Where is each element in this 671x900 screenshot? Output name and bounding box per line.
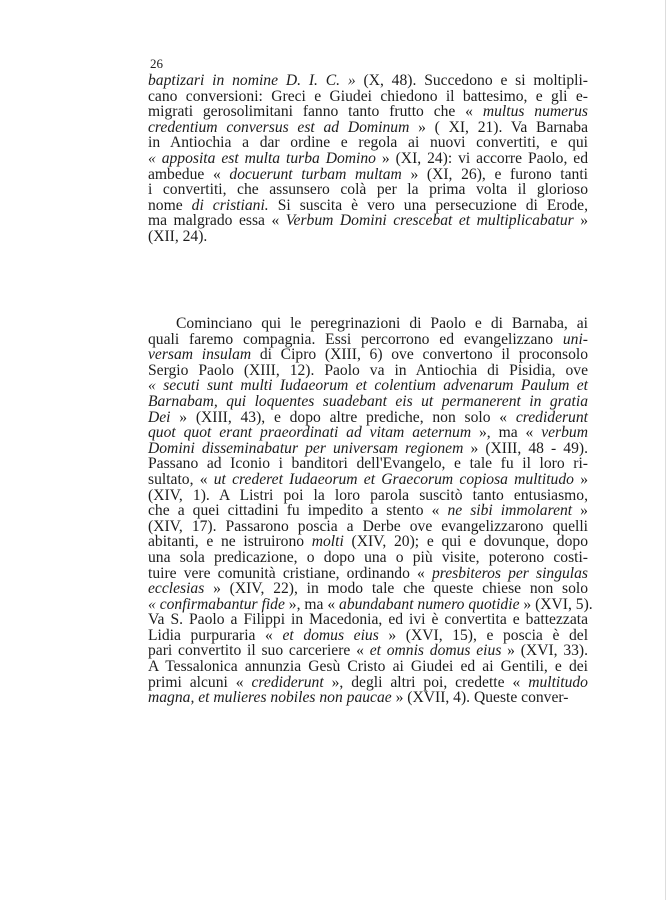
italic-quote: quot quot erant praeordinati ad vitam aeternum — [148, 424, 472, 442]
text-line — [148, 179, 588, 199]
text-span: », ma « — [284, 595, 340, 613]
text-line — [148, 609, 588, 629]
text-line — [148, 672, 588, 691]
italic-quote: di cristiani. — [191, 196, 269, 214]
paragraph-1 — [148, 70, 589, 245]
text-span: » (XI, 24): vi accorre Paolo, ed — [375, 149, 588, 167]
scan-edge — [665, 0, 666, 900]
text-line — [148, 148, 588, 167]
italic-quote: magna, et mulieres nobiles non paucae — [148, 689, 392, 707]
text-line — [148, 625, 589, 644]
italic-quote: uni- — [562, 330, 588, 348]
italic-quote: verbum — [541, 424, 588, 442]
text-span: Si suscita è vero una persecuzione di Erode, — [268, 196, 588, 214]
italic-quote: Barnabam, qui loquentes suadebant eis ut permanerent in gratia — [148, 392, 588, 410]
text-span: » (XVII, 4). Queste conver- — [391, 689, 569, 707]
text-span: abitanti, e ne istruirono — [148, 533, 312, 551]
text-span: » (XIV, 22), in modo tale che queste chiese non solo — [204, 580, 588, 598]
text-line — [148, 164, 588, 183]
text-span: Lidia purpuraria « — [148, 626, 283, 644]
text-span: » — [573, 470, 588, 488]
italic-quote: crediderunt — [515, 408, 588, 426]
text-line — [148, 640, 589, 660]
text-line — [148, 656, 588, 676]
text-line — [148, 70, 588, 89]
text-span: cano conversioni: Greci e Giudei chiedono il battesimo, e gli e- — [148, 87, 588, 105]
italic-quote: Dei — [148, 408, 171, 426]
italic-quote: versam insulam — [148, 346, 252, 364]
text-line — [148, 313, 588, 332]
text-line — [148, 500, 588, 520]
text-line — [148, 469, 588, 488]
text-span: nome — [148, 196, 192, 214]
text-line — [148, 344, 588, 364]
text-line — [148, 360, 588, 379]
text-span: A Tessalonica annunzia Gesù Cristo ai Giudei ed ai Gentili, e dei — [148, 658, 588, 676]
italic-quote: Verbum Domini crescebat et multiplicabatur — [285, 212, 574, 230]
text-span: » ( XI, 21). Va Barnaba — [409, 118, 589, 136]
text-span: » — [572, 502, 588, 520]
italic-quote: abundabant numero quotidie — [339, 595, 520, 613]
italic-quote: presbiteros per singulas — [431, 564, 588, 582]
text-span: ma malgrado essa « — [148, 212, 286, 230]
italic-quote: multitudo — [528, 673, 588, 691]
text-span: in Antiochia a dar ordine e regola ai nuovi convertiti, e qui — [148, 134, 588, 152]
text-span: Sergio Paolo (XIII, 12). Paolo va in Antiochia di Pisidia, ove — [148, 361, 588, 379]
text-span: di Cipro (XIII, 6) ove convertono il proconsolo — [251, 346, 588, 364]
italic-quote: credentium conversus est ad Dominum — [148, 118, 410, 136]
italic-quote: et omnis domus eius — [369, 642, 502, 660]
text-span: » (XVI, 15), e poscia è del — [378, 626, 589, 644]
italic-quote: ecclesias — [148, 580, 205, 598]
italic-quote: molti — [311, 533, 344, 551]
text-line — [148, 422, 588, 442]
text-line — [148, 687, 588, 707]
text-span: » (XIII, 43), e dopo altre prediche, non solo « — [170, 408, 516, 426]
text-line — [148, 438, 588, 457]
italic-quote: et domus eius — [282, 626, 379, 644]
text-span: i convertiti, che assunsero colà per la prima volta il glorioso — [148, 181, 588, 199]
text-line — [148, 329, 588, 348]
text-span: tuire vere comunità cristiane, ordinando « — [148, 564, 432, 582]
text-line — [148, 391, 588, 410]
text-span: (XIV, 17). Passarono poscia a Derbe ove evangelizzarono quelli — [148, 517, 588, 535]
text-line — [148, 132, 588, 152]
text-span: (X, 48). Succedono e si moltipli- — [363, 72, 588, 89]
text-line — [148, 453, 588, 473]
italic-quote: « secuti sunt multi Iudaeorum et colentium advenarum Paulum et — [148, 377, 588, 395]
text-span: pari convertito il suo carceriere « — [148, 642, 370, 660]
italic-quote: Domini disseminabatur per universam regionem — [148, 439, 464, 457]
text-span: primi alcuni « — [148, 673, 252, 691]
text-span: migrati gerosolimitani fanno tanto frutto che « — [148, 103, 483, 121]
text-line — [148, 86, 588, 105]
text-span: », ma « — [471, 424, 542, 442]
text-span: una sola predicazione, o dopo una o più visite, poterono costi- — [148, 548, 588, 566]
italic-quote: baptizari in nomine D. I. C. » — [148, 72, 364, 89]
italic-quote: crediderunt — [251, 673, 324, 691]
text-line — [148, 516, 588, 535]
italic-quote: multus numerus — [482, 103, 588, 121]
text-span: » — [573, 212, 588, 230]
italic-quote: ut crederet Iudaeorum et Graecorum copiosa multitudo — [213, 470, 574, 488]
text-line — [148, 101, 588, 121]
text-line — [148, 407, 588, 426]
text-line — [148, 563, 588, 582]
text-span: che a quei cittadini fu impedito a stento « — [148, 502, 448, 520]
text-span: ambedue « — [148, 165, 230, 183]
text-line — [148, 117, 589, 136]
italic-quote: docuerunt turbam multam — [229, 165, 402, 183]
text-line — [148, 578, 588, 598]
italic-quote: ne sibi immolarent — [447, 502, 573, 520]
text-line — [148, 485, 588, 504]
text-span: » (XI, 26), e furono tanti — [401, 165, 588, 183]
text-line — [148, 375, 588, 395]
text-span: quali faremo compagnia. Essi percorrono ed evangelizzano — [148, 330, 563, 348]
text-span: Passano ad Iconio i banditori dell'Evangelo, e tale fu il loro ri- — [148, 455, 588, 473]
paragraph-2 — [148, 313, 593, 707]
text-span: Cominciano qui le peregrinazioni di Paolo e di Barnaba, ai — [176, 315, 588, 332]
text-line — [148, 531, 588, 551]
text-span: », degli altri poi, credette « — [323, 673, 529, 691]
text-line — [148, 594, 593, 613]
text-span: (XII, 24). — [148, 227, 208, 245]
text-line — [148, 195, 588, 214]
italic-quote: « apposita est multa turba Domino — [148, 149, 376, 167]
text-span: Va S. Paolo a Filippi in Macedonia, ed ivi è convertita e battezzata — [148, 611, 588, 629]
text-span: » (XIII, 48 - 49). — [463, 439, 588, 457]
text-line — [148, 547, 588, 566]
text-span: » (XVI, 33). — [501, 642, 589, 660]
text-line — [148, 210, 588, 230]
page-number: 26 — [150, 56, 163, 71]
text-span: (XIV, 1). A Listri poi la loro parola suscitò tanto entusiasmo, — [148, 486, 588, 504]
text-span: (XIV, 20); e qui e dovunque, dopo — [343, 533, 588, 551]
text-span: sultato, « — [148, 470, 214, 488]
text-span: » (XVI, 5). — [519, 595, 593, 613]
italic-quote: « confirmabantur fide — [148, 595, 285, 613]
